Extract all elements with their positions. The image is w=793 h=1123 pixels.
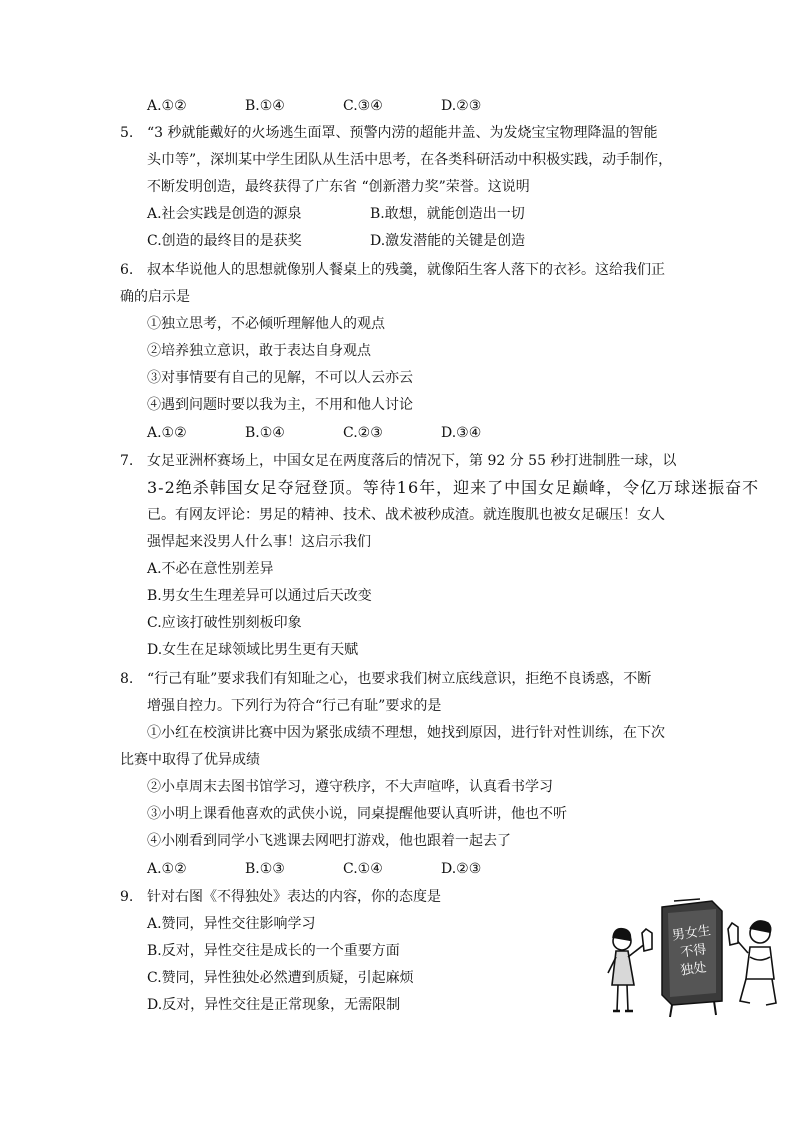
q6-statement: ①独立思考，不必倾听理解他人的观点 <box>147 316 385 332</box>
q6-stem-line: 确的启示是 <box>120 289 190 305</box>
q6-option-d: D.③④ <box>441 425 482 441</box>
q8-option-c: C.①④ <box>343 861 383 877</box>
q9-option-b: B.反对，异性交往是成长的一个重要方面 <box>147 943 400 959</box>
q8-stem-line: 增强自控力。下列行为符合“行己有耻”要求的是 <box>147 698 442 714</box>
sign-text-line: 独处 <box>679 960 708 979</box>
q5-option-a: A.社会实践是创造的源泉 <box>147 206 302 222</box>
q8-statement: ②小卓周末去图书馆学习，遵守秩序，不大声喧哗，认真看书学习 <box>147 779 553 795</box>
q9-option-c: C.赞同，异性独处必然遭到质疑，引起麻烦 <box>147 970 414 986</box>
q6-statement: ③对事情要有自己的见解，不可以人云亦云 <box>147 370 413 386</box>
q4-option-b: B.①④ <box>245 98 285 114</box>
q8-statement: ③小明上课看他喜欢的武侠小说，同桌提醒他要认真听讲，他也不听 <box>147 806 567 822</box>
q9-stem: 针对右图《不得独处》表达的内容，你的态度是 <box>147 889 441 905</box>
q7-stem-line: 3-2绝杀韩国女足夺冠登顶。等待16年，迎来了中国女足巅峰，令亿万球迷振奋不 <box>147 478 760 497</box>
cartoon-image <box>600 893 786 1023</box>
q7-stem-line: 女足亚洲杯赛场上，中国女足在两度落后的情况下，第 92 分 55 秒打进制胜一球，以 <box>147 453 677 469</box>
q4-options <box>147 96 481 116</box>
q8-statement: ①小红在校演讲比赛中因为紧张成绩不理想，她找到原因，进行针对性训练，在下次 <box>147 725 665 741</box>
sign-text-line: 男女生 <box>671 923 712 944</box>
q8-stem-line: “行己有耻”要求我们有知耻之心，也要求我们树立底线意识，拒绝不良诱惑，不断 <box>147 671 652 687</box>
q6-option-c: C.②③ <box>343 425 383 441</box>
q5-stem-line: “3 秒就能戴好的火场逃生面罩、预警内涝的超能井盖、为发烧宝宝物理降温的智能 <box>147 125 658 141</box>
sign-text-line: 不得 <box>679 942 708 961</box>
q5-option-b: B.敢想，就能创造出一切 <box>370 206 525 222</box>
q5-option-c: C.创造的最终目的是获奖 <box>147 233 302 249</box>
q6-number: 6. <box>120 262 134 278</box>
q6-statement: ②培养独立意识，敢于表达自身观点 <box>147 343 371 359</box>
q8-options <box>147 859 481 879</box>
boy-figure <box>728 921 776 1005</box>
q7-option-a: A.不必在意性别差异 <box>147 561 274 577</box>
q9-option-a: A.赞同，异性交往影响学习 <box>147 916 316 932</box>
q8-option-a: A.①② <box>147 861 187 877</box>
q4-option-c: C.③④ <box>343 98 383 114</box>
q4-option-a: A.①② <box>147 98 187 114</box>
q7-option-d: D.女生在足球领域比男生更有天赋 <box>147 642 359 658</box>
q5-stem-line: 不断发明创造，最终获得了广东省 “创新潜力奖”荣誉。这说明 <box>147 179 530 195</box>
sign-board <box>662 899 722 1017</box>
q8-statement: 比赛中取得了优异成绩 <box>120 752 260 768</box>
q7-option-b: B.男女生生理差异可以通过后天改变 <box>147 588 372 604</box>
q4-option-d: D.②③ <box>441 98 482 114</box>
q6-options <box>147 423 481 443</box>
q7-number: 7. <box>120 453 134 469</box>
q5-option-d: D.激发潜能的关键是创造 <box>370 233 526 249</box>
q7-stem-line: 已。有网友评论：男足的精神、技术、战术被秒成渣。就连腹肌也被女足碾压！女人 <box>147 507 665 523</box>
q5-number: 5. <box>120 125 134 141</box>
q6-option-b: B.①④ <box>245 425 285 441</box>
q9-option-d: D.反对，异性交往是正常现象，无需限制 <box>147 997 401 1013</box>
q8-option-b: B.①③ <box>245 861 285 877</box>
q8-option-d: D.②③ <box>441 861 482 877</box>
q6-statement: ④遇到问题时要以我为主，不用和他人讨论 <box>147 397 413 413</box>
q9-number: 9. <box>120 889 134 905</box>
girl-figure <box>608 929 652 1011</box>
q6-stem-line: 叔本华说他人的思想就像别人餐桌上的残羹，就像陌生客人落下的衣衫。这给我们正 <box>147 262 665 278</box>
q8-number: 8. <box>120 671 134 687</box>
q5-stem-line: 头巾等”，深圳某中学生团队从生活中思考，在各类科研活动中积极实践，动手制作， <box>147 152 673 168</box>
q8-statement: ④小刚看到同学小飞逃课去网吧打游戏，他也跟着一起去了 <box>147 833 511 849</box>
q6-option-a: A.①② <box>147 425 187 441</box>
q7-option-c: C.应该打破性别刻板印象 <box>147 615 302 631</box>
q7-stem-line: 强悍起来没男人什么事！这启示我们 <box>147 534 371 550</box>
